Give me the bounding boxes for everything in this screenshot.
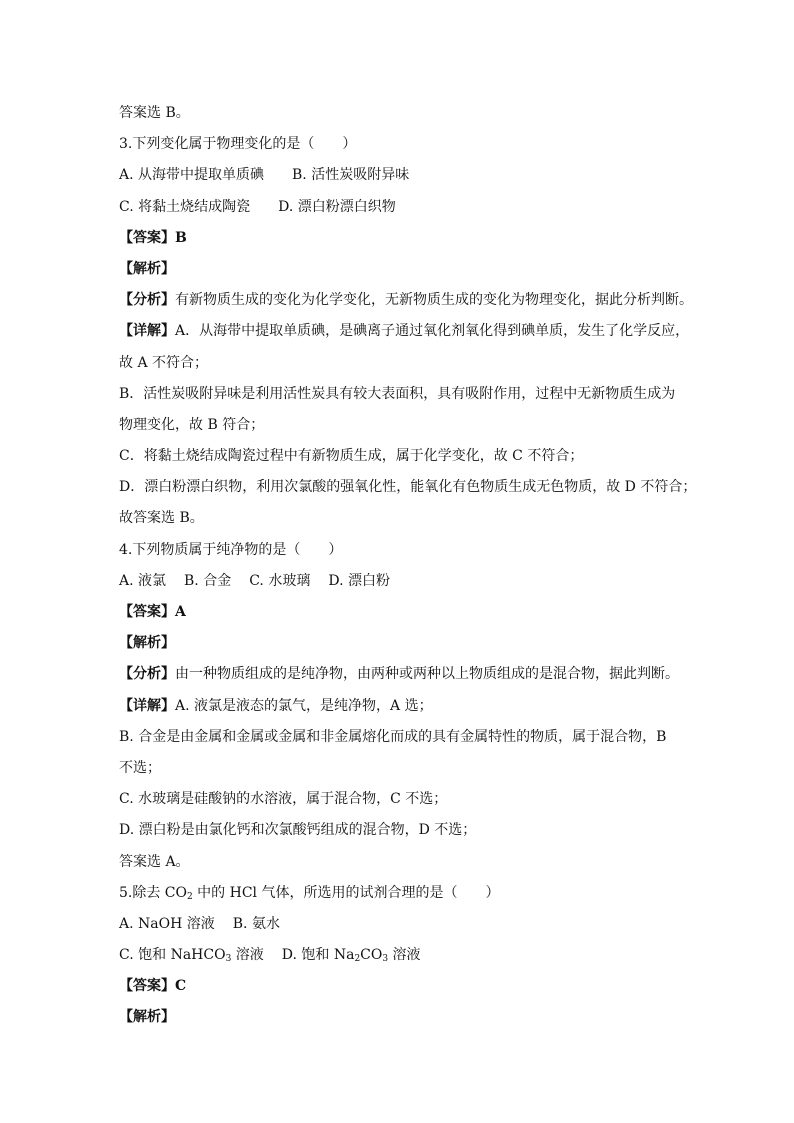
fenxi-text: 由一种物质组成的是纯净物，由两种或两种以上物质组成的是混合物，据此判断。 <box>175 666 679 683</box>
q3-option-d: D. 漂白粉漂白织物 <box>278 198 396 215</box>
q3-option-a: A. 从海带中提取单质碘 <box>119 167 265 184</box>
q4-xiangjie-4: D. 漂白粉是由氯化钙和次氯酸钙组成的混合物，D 不选； <box>119 822 477 839</box>
q5-option-b: B. 氨水 <box>232 915 280 932</box>
q4-answer: 【答案】A <box>119 604 186 620</box>
q3-xiangjie-2: B．活性炭吸附异味是利用活性炭具有较大表面积，具有吸附作用，过程中无新物质生成为 <box>119 385 676 402</box>
question-3: 3.下列变化属于物理变化的是（ ） <box>119 136 357 153</box>
q3-xiangjie-1b: 故 A 不符合； <box>119 354 209 371</box>
q3-xiangjie-1 <box>119 316 690 347</box>
q5-subscript: 2 <box>187 891 193 902</box>
q5-c-sub: 3 <box>225 954 232 965</box>
fenxi-label: 【分析】 <box>119 666 175 683</box>
q5-d-sub1: 2 <box>354 954 361 965</box>
q5-c-pre: C. 饱和 NaHCO <box>119 947 226 964</box>
q3-options-ab <box>119 160 679 191</box>
q4-xiangjie-2: B. 合金是由金属和金属或金属和非金属熔化而成的具有金属特性的物质，属于混合物，B <box>119 728 667 745</box>
q5-option-a: A. NaOH 溶液 <box>119 915 215 932</box>
q4-option-d: D. 漂白粉 <box>328 572 390 589</box>
q4-xiangjie-1 <box>119 691 679 722</box>
q4-analysis-heading: 【解析】 <box>119 635 175 652</box>
q4-xiangjie-3: C. 水玻璃是硅酸钠的水溶液，属于混合物，C 不选； <box>119 791 448 808</box>
xiangjie-text: A．从海带中提取单质碘，是碘离子通过氧化剂氧化得到碘单质，发生了化学反应， <box>175 323 690 340</box>
q3-xiangjie-4: D．漂白粉漂白织物，利用次氯酸的强氧化性，能氧化有色物质生成无色物质，故 D 不符合； <box>119 479 697 496</box>
answer-line: 答案选 B。 <box>119 105 190 121</box>
q5-analysis-heading: 【解析】 <box>119 1009 175 1026</box>
q5-option-c <box>119 940 264 971</box>
q4-options <box>119 566 679 597</box>
q5-text-post: 中的 HCl 气体，所选用的试剂合理的是（ ） <box>192 884 500 901</box>
q5-d-post: 溶液 <box>388 947 421 964</box>
q4-option-b: B. 合金 <box>184 572 232 589</box>
question-4: 4.下列物质属于纯净物的是（ ） <box>119 541 343 558</box>
q5-d-mid: CO <box>360 947 383 964</box>
xiangjie-label: 【详解】 <box>119 323 175 340</box>
q5-option-d <box>282 940 421 971</box>
q5-text-pre: 5.除去 CO <box>119 884 187 901</box>
q3-xiangjie-2b: 物理变化，故 B 符合； <box>119 416 265 433</box>
q3-fenxi <box>119 285 693 316</box>
q3-option-c: C. 将黏土烧结成陶瓷 <box>119 198 251 215</box>
q5-c-post: 溶液 <box>231 947 264 964</box>
xiangjie-label: 【详解】 <box>119 697 175 714</box>
q5-d-pre: D. 饱和 Na <box>281 947 355 964</box>
fenxi-text: 有新物质生成的变化为化学变化，无新物质生成的变化为物理变化，据此分析判断。 <box>175 292 693 309</box>
q5-answer: 【答案】C <box>119 978 187 995</box>
q5-options-ab <box>119 909 679 940</box>
q5-d-sub2: 3 <box>382 954 389 965</box>
q3-xiangjie-3: C．将黏土烧结成陶瓷过程中有新物质生成，属于化学变化，故 C 不符合； <box>119 448 584 465</box>
xiangjie-text: A. 液氯是液态的氯气，是纯净物，A 选； <box>175 697 433 714</box>
q3-conclusion: 故答案选 B。 <box>119 510 204 527</box>
q4-fenxi <box>119 659 679 690</box>
q4-conclusion: 答案选 A。 <box>119 853 190 870</box>
q3-options-cd <box>119 192 679 223</box>
q3-answer: 【答案】B <box>119 229 187 246</box>
question-5 <box>119 878 679 909</box>
q3-option-b: B. 活性炭吸附异味 <box>292 167 410 184</box>
q5-options-cd <box>119 940 679 971</box>
fenxi-label: 【分析】 <box>119 292 175 309</box>
q4-option-a: A. 液氯 <box>119 572 167 589</box>
q4-xiangjie-2b: 不选； <box>119 759 161 776</box>
q3-analysis-heading: 【解析】 <box>119 260 175 277</box>
q4-option-c: C. 水玻璃 <box>249 572 311 589</box>
document-page <box>119 98 697 1034</box>
